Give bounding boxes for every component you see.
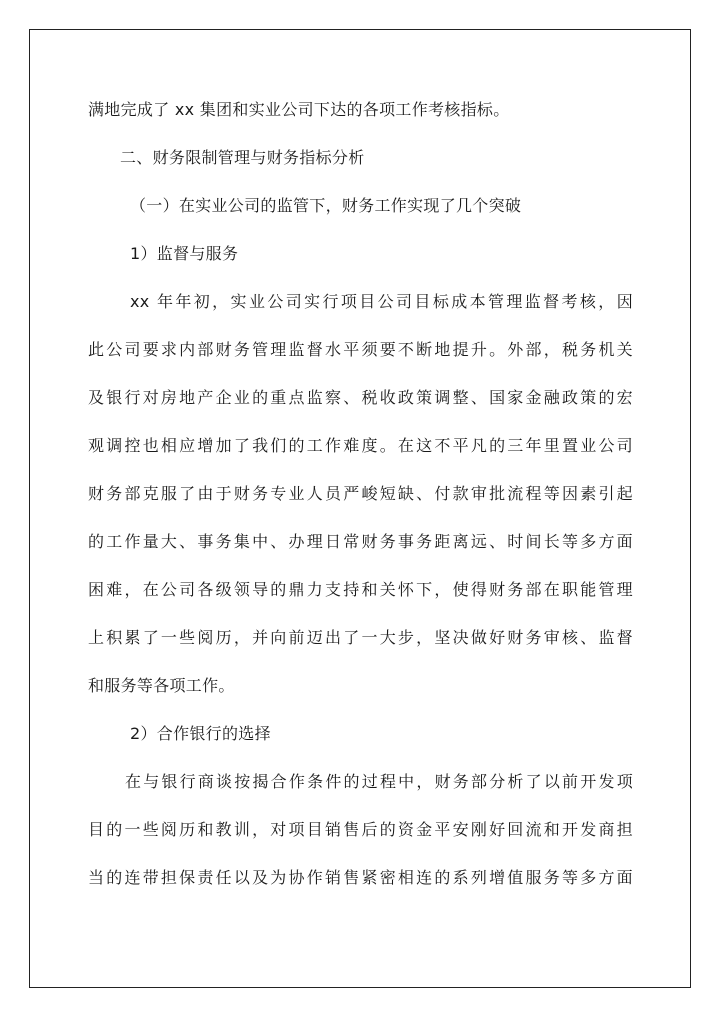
item-heading: 2）合作银行的选择 — [130, 724, 271, 743]
paragraph-line: 满地完成了 xx 集团和实业公司下达的各项工作考核指标。 — [88, 100, 510, 119]
page-border — [29, 29, 691, 988]
paragraph-line: 此公司要求内部财务管理监督水平须要不断地提升。外部，税务机关 — [88, 340, 633, 359]
paragraph-line: 的工作量大、事务集中、办理日常财务事务距离远、时间长等多方面 — [88, 532, 633, 551]
paragraph-line: 目的一些阅历和教训，对项目销售后的资金平安刚好回流和开发商担 — [88, 820, 633, 839]
paragraph-line: 财务部克服了由于财务专业人员严峻短缺、付款审批流程等因素引起 — [88, 484, 633, 503]
paragraph-line: xx 年年初，实业公司实行项目公司目标成本管理监督考核，因 — [130, 292, 633, 311]
paragraph-line: 困难，在公司各级领导的鼎力支持和关怀下，使得财务部在职能管理 — [88, 580, 633, 599]
paragraph-line: 和服务等各项工作。 — [88, 676, 235, 695]
subsection-heading: （一）在实业公司的监管下，财务工作实现了几个突破 — [130, 196, 522, 215]
paragraph-line: 及银行对房地产企业的重点监察、税收政策调整、国家金融政策的宏 — [88, 388, 633, 407]
paragraph-line: 当的连带担保责任以及为协作销售紧密相连的系列增值服务等多方面 — [88, 868, 633, 887]
item-heading: 1）监督与服务 — [130, 244, 239, 263]
paragraph-line: 观调控也相应增加了我们的工作难度。在这不平凡的三年里置业公司 — [88, 436, 633, 455]
section-heading: 二、财务限制管理与财务指标分析 — [120, 148, 365, 167]
paragraph-line: 上积累了一些阅历，并向前迈出了一大步，坚决做好财务审核、监督 — [88, 628, 633, 647]
paragraph-line: 在与银行商谈按揭合作条件的过程中，财务部分析了以前开发项 — [125, 772, 633, 791]
